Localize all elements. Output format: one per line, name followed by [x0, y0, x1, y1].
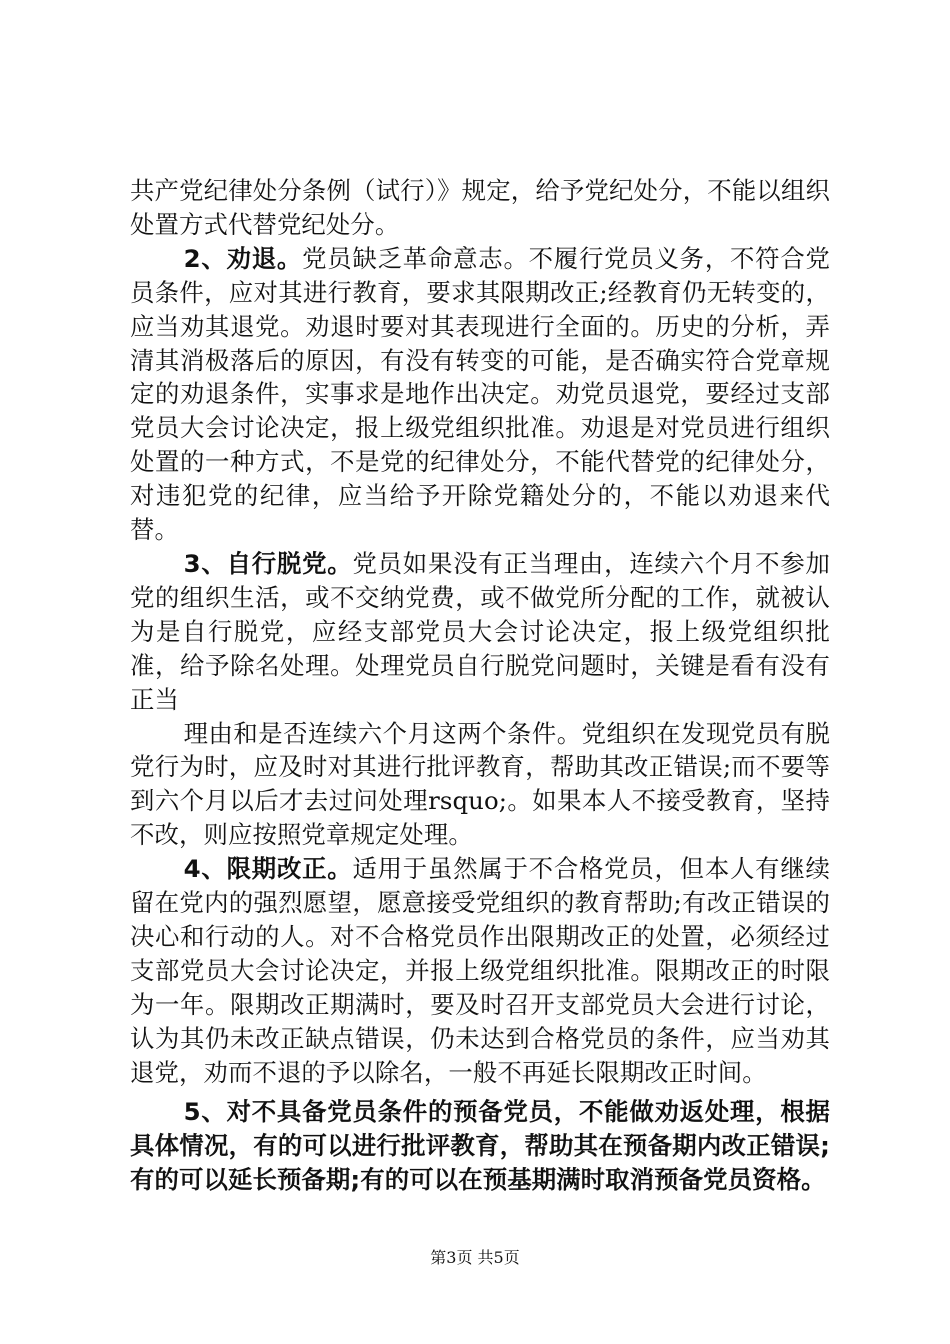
paragraph-probationary-members	[130, 1095, 830, 1197]
document-body	[130, 174, 830, 1197]
page-footer	[0, 1245, 950, 1268]
paragraph-heading: 3、自行脱党。	[183, 548, 353, 578]
page-number: 第3页 共5页	[430, 1248, 520, 1267]
paragraph-heading: 4、限期改正。	[183, 854, 353, 884]
paragraph-deadline-correction	[130, 852, 830, 1089]
paragraph-continuation	[130, 174, 830, 242]
paragraph-text: 共产党纪律处分条例（试行）》规定，给予党纪处分，不能以组织处置方式代替党纪处分。	[130, 176, 830, 239]
paragraph-heading: 2、劝退。	[183, 243, 303, 273]
paragraph-self-withdrawal	[130, 547, 830, 717]
paragraph-text: 适用于虽然属于不合格党员，但本人有继续留在党内的强烈愿望，愿意接受党组织的教育帮助;有改正错误的决心和行动的人。对不合格党员作出限期改正的处置，必须经过支部党员大会讨论决定，并报上级党组织批准。限期改正的时限为一年。限期改正期满时，要及时召开支部党员大会进行讨论，认为其仍未改正缺点错误，仍未达到合格党员的条件，应当劝其退党，劝而不退的予以除名，一般不再延长限期改正时间。	[130, 854, 831, 1087]
paragraph-text: 党员缺乏革命意志。不履行党员义务，不符合党员条件，应对其进行教育，要求其限期改正;经教育仍无转变的，应当劝其退党。劝退时要对其表现进行全面的。历史的分析，弄清其消极落后的原因，有没有转变的可能，是否确实符合党章规定的劝退条件，实事求是地作出决定。劝党员退党，要经过支部党员大会讨论决定，报上级党组织批准。劝退是对党员进行组织处置的一种方式，不是党的纪律处分，不能代替党的纪律处分，对违犯党的纪律，应当给予开除党籍处分的，不能以劝退来代替。	[130, 243, 830, 545]
paragraph-text: 理由和是否连续六个月这两个条件。党组织在发现党员有脱党行为时，应及时对其进行批评教育，帮助其改正错误;而不要等到六个月以后才去过问处理rsquo;。如果本人不接受教育，坚持不改，则应按照党章规定处理。	[130, 718, 830, 850]
paragraph-quit-persuasion	[130, 242, 830, 547]
paragraph-self-withdrawal-continued	[130, 717, 830, 853]
paragraph-text: 党员如果没有正当理由，连续六个月不参加党的组织生活，或不交纳党费，或不做党所分配的工作，就被认为是自行脱党，应经支部党员大会讨论决定，报上级党组织批准，给予除名处理。处理党员自行脱党问题时，关键是看有没有正当	[130, 548, 831, 714]
paragraph-text: 5、对不具备党员条件的预备党员，不能做劝返处理，根据具体情况，有的可以进行批评教育，帮助其在预备期内改正错误;有的可以延长预备期;有的可以在预基期满时取消预备党员资格。	[130, 1097, 830, 1195]
